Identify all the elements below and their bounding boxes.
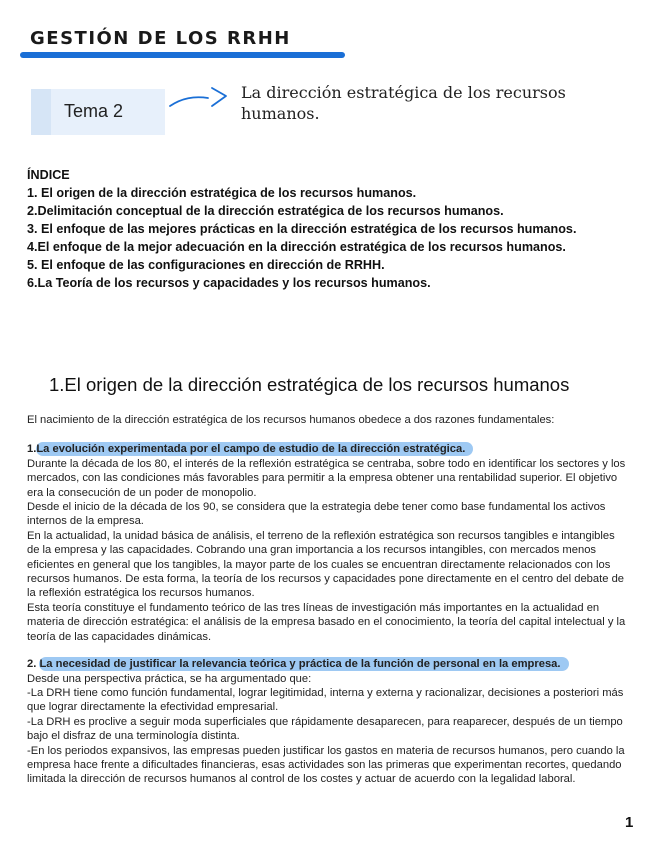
section-body xyxy=(27,413,627,787)
index-item: 5. El enfoque de las configuraciones en dirección de RRHH. xyxy=(27,258,385,272)
paragraph: -La DRH es proclive a seguir moda superficiales que rápidamente desaparecen, para reaparecer, después de un tiempo bajo el disfraz de una terminología distinta. xyxy=(27,715,623,743)
arrow-right-icon xyxy=(168,84,230,114)
paragraph: Desde una perspectiva práctica, se ha argumentado que: xyxy=(27,672,312,685)
highlight: La evolución experimentada por el campo de estudio de la dirección estratégica. xyxy=(36,442,473,456)
point-1-title xyxy=(27,442,627,456)
index-item: 2.Delimitación conceptual de la dirección estratégica de los recursos humanos. xyxy=(27,204,504,218)
tema-subtitle: La dirección estratégica de los recursos humanos. xyxy=(241,83,566,123)
paragraph: -La DRH tiene como función fundamental, lograr legitimidad, interna y externa y racionalizar, decisiones a posteriori más que lograr directamente la efectividad empresarial. xyxy=(27,686,624,714)
document-title: GESTIÓN DE LOS RRHH xyxy=(30,28,291,49)
point-1-number: 1. xyxy=(27,443,37,456)
point-2-number: 2. xyxy=(27,658,37,671)
point-2-title xyxy=(27,657,627,671)
index-item: 1. El origen de la dirección estratégica de los recursos humanos. xyxy=(27,186,417,200)
section-heading: 1.El origen de la dirección estratégica de los recursos humanos xyxy=(49,374,570,395)
spacer xyxy=(27,644,627,657)
paragraph: Durante la década de los 80, el interés de la reflexión estratégica se centraba, sobre todo en identificar los sectores y los mercados, con las condiciones más favorables para permitir a la empresa obtener una rentabilidad superior. El objetivo era la consecución de un poder de monopolio. xyxy=(27,457,626,499)
paragraph: Desde el inicio de la década de los 90, se considera que la estrategia debe tener como base fundamental los activos internos de la empresa. xyxy=(27,501,606,528)
paragraph: Esta teoría constituye el fundamento teórico de las tres líneas de investigación más importantes en la actualidad en materia de dirección estratégica: el análisis de la empresa basado en el conocimiento, la teoría del capital intelectual y la teoría de las capacidades dinámicas. xyxy=(27,601,626,643)
paragraph: -En los periodos expansivos, las empresas pueden justificar los gastos en materia de recursos humanos, pero cuando la empresa hace frente a dificultades financieras, esas actividades son las primeras que experimentan recortes, quedando limitada la dirección de recursos humanos al control de los costes y actuar de acuerdo con la legalidad laboral. xyxy=(27,744,625,786)
tema-label: Tema 2 xyxy=(64,101,124,121)
section-intro: El nacimiento de la dirección estratégica de los recursos humanos obedece a dos razones fundamentales: xyxy=(27,414,555,426)
title-underline xyxy=(20,52,345,58)
index-heading: ÍNDICE xyxy=(27,168,70,182)
page-number: 1 xyxy=(625,814,634,831)
highlight: La necesidad de justificar la relevancia teórica y práctica de la función de personal en la empresa. xyxy=(39,657,568,671)
index-item: 3. El enfoque de las mejores prácticas en la dirección estratégica de los recursos humanos. xyxy=(27,222,577,236)
index-item: 4.El enfoque de la mejor adecuación en la dirección estratégica de los recursos humanos. xyxy=(27,240,566,254)
index-block xyxy=(27,166,627,292)
paragraph: En la actualidad, la unidad básica de análisis, el terreno de la reflexión estratégica son recursos tangibles e intangibles de la empresa y las capacidades. Cobrando una gran importancia a los recursos intangibles, con mercados menos eficientes en general que los tangibles, la mayor parte de los cuales se encuentran directamente relacionados con los recursos humanos. De esta forma, la teoría de los recursos y capacidades pone directamente en el centro del debate de la reflexión estratégica los recursos humanos. xyxy=(27,529,625,600)
index-item: 6.La Teoría de los recursos y capacidades y los recursos humanos. xyxy=(27,276,431,290)
